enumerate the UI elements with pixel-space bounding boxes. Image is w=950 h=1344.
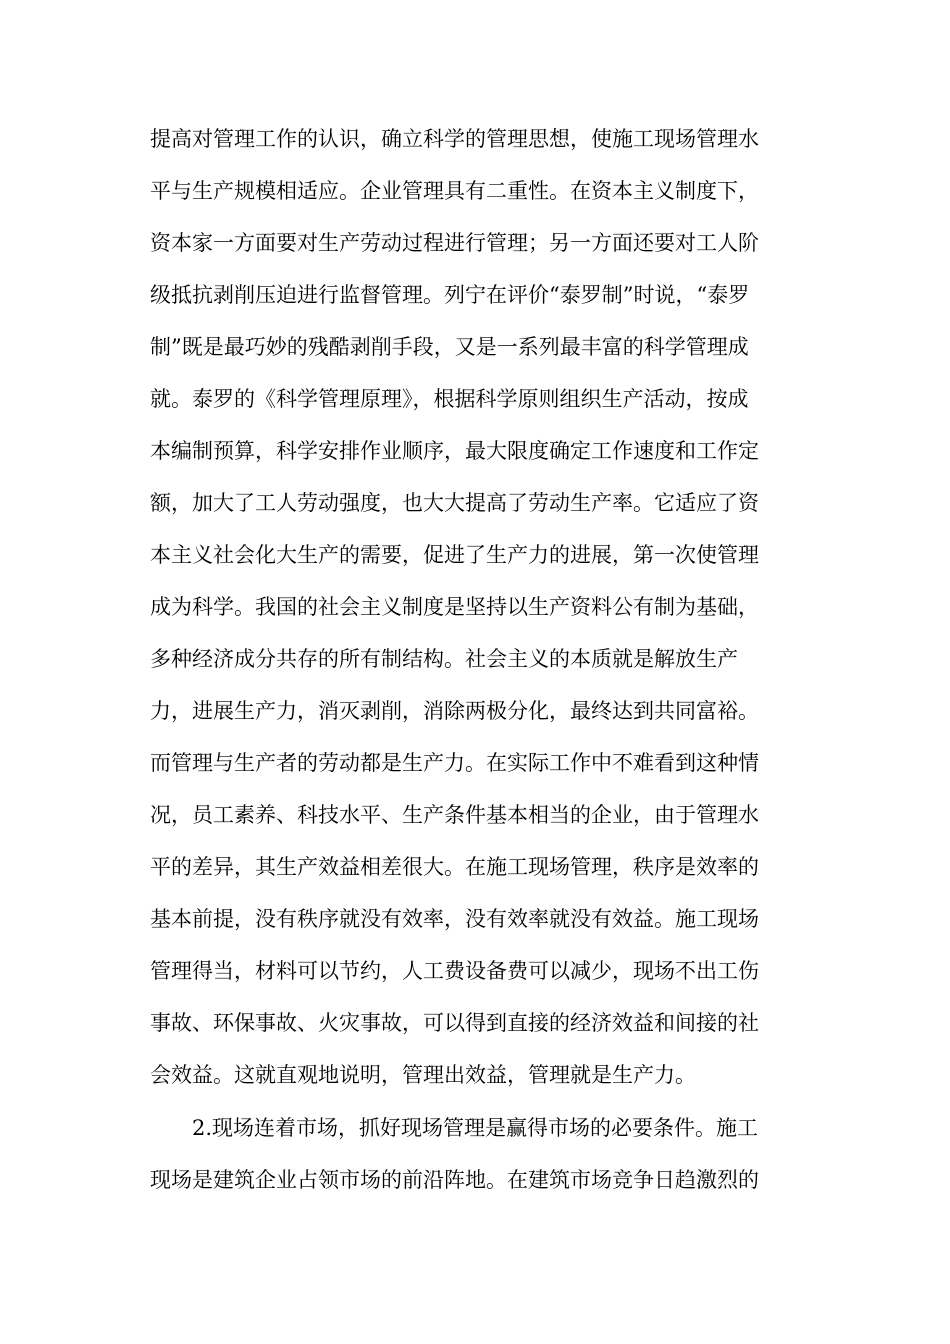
paragraph-1-line: 成为科学。我国的社会主义制度是坚持以生产资料公有制为基础， — [150, 595, 759, 619]
paragraph-1-line: 平的差异，其生产效益相差很大。在施工现场管理，秩序是效率的 — [150, 855, 759, 879]
paragraph-1-line: 本编制预算，科学安排作业顺序，最大限度确定工作速度和工作定 — [150, 439, 759, 463]
paragraph-1-line: 本主义社会化大生产的需要，促进了生产力的进展，第一次使管理 — [150, 543, 759, 567]
paragraph-2-line: 现场是建筑企业占领市场的前沿阵地。在建筑市场竞争日趋激烈的 — [150, 1168, 759, 1192]
paragraph-1-line: 多种经济成分共存的所有制结构。社会主义的本质就是解放生产 — [150, 647, 738, 671]
paragraph-1-line: 力，进展生产力，消灭剥削，消除两极分化，最终达到共同富裕。 — [150, 699, 759, 723]
paragraph-1-line: 平与生产规模相适应。企业管理具有二重性。在资本主义制度下， — [150, 179, 759, 203]
paragraph-1-line: 提高对管理工作的认识，确立科学的管理思想，使施工现场管理水 — [150, 127, 759, 151]
paragraph-1-line: 管理得当，材料可以节约，人工费设备费可以减少，现场不出工伤 — [150, 959, 759, 983]
paragraph-1-line: 基本前提，没有秩序就没有效率，没有效率就没有效益。施工现场 — [150, 907, 759, 931]
paragraph-1-line: 会效益。这就直观地说明，管理出效益，管理就是生产力。 — [150, 1063, 696, 1087]
paragraph-1-line: 级抵抗剥削压迫进行监督管理。列宁在评价“泰罗制”时说，“泰罗 — [150, 283, 750, 307]
paragraph-1-line: 额，加大了工人劳动强度，也大大提高了劳动生产率。它适应了资 — [150, 491, 759, 515]
paragraph-1-line: 而管理与生产者的劳动都是生产力。在实际工作中不难看到这种情 — [150, 751, 759, 775]
paragraph-1-line: 事故、环保事故、火灾事故，可以得到直接的经济效益和间接的社 — [150, 1011, 759, 1035]
paragraph-1-line: 就。泰罗的《科学管理原理》，根据科学原则组织生产活动，按成 — [150, 387, 749, 411]
paragraph-1-line: 况，员工素养、科技水平、生产条件基本相当的企业，由于管理水 — [150, 803, 759, 827]
paragraph-2-line: 2.现场连着市场，抓好现场管理是赢得市场的必要条件。施工 — [192, 1116, 759, 1140]
paragraph-1-line: 资本家一方面要对生产劳动过程进行管理；另一方面还要对工人阶 — [150, 231, 759, 255]
paragraph-1-line: 制”既是最巧妙的残酷剥削手段，又是一系列最丰富的科学管理成 — [150, 335, 749, 359]
